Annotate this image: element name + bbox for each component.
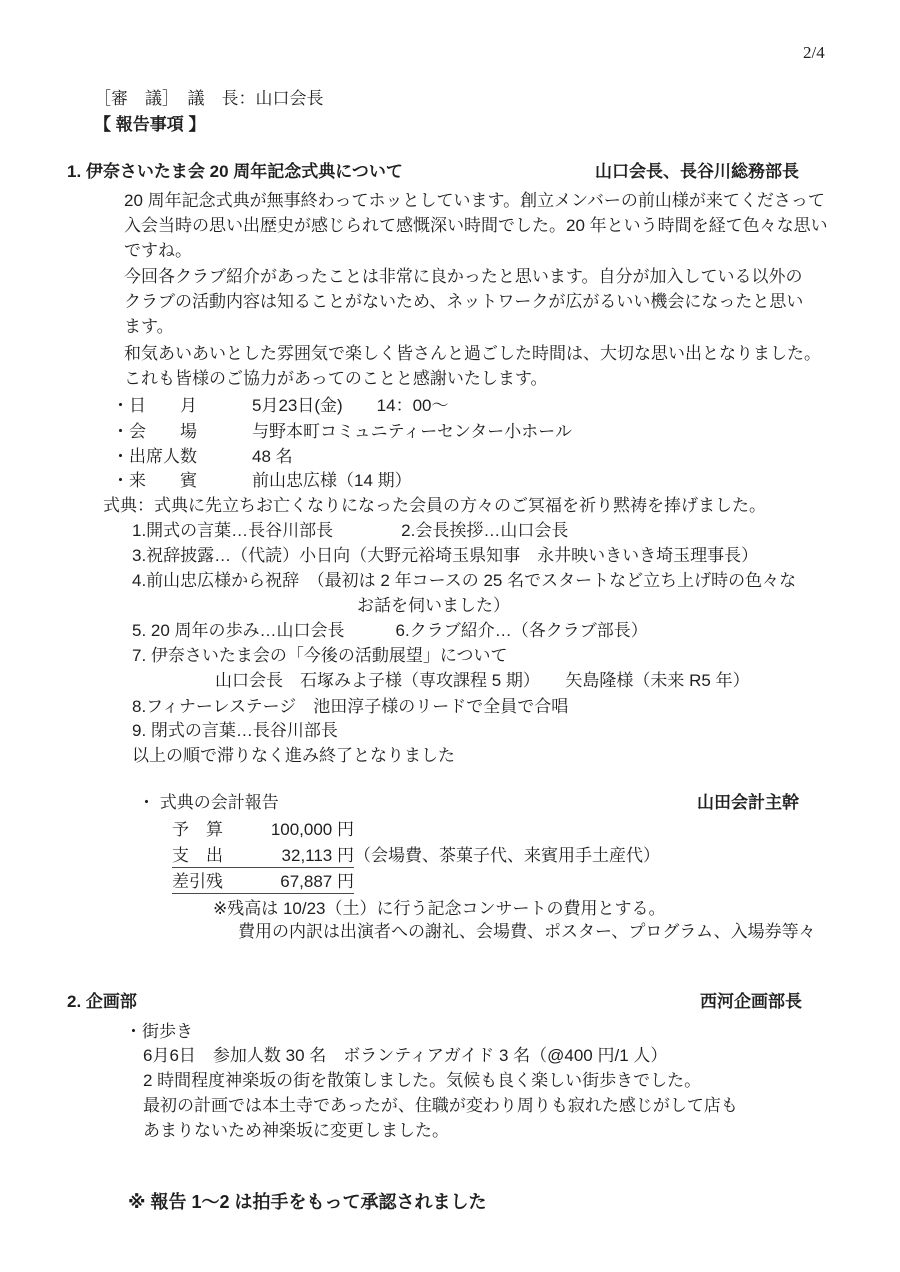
detail-row-date bbox=[112, 395, 449, 416]
section2-line: 2 時間程度神楽坂の街を散策しました。気候も良く楽しい街歩きでした。 bbox=[143, 1071, 702, 1090]
program-line: 1.開式の言葉…長谷川部長 2.会長挨拶…山口会長 bbox=[132, 521, 569, 540]
balance-row bbox=[172, 871, 354, 892]
detail-label: ・来 賓 bbox=[112, 471, 197, 490]
para-line: ます。 bbox=[124, 317, 174, 336]
section2-line: 最初の計画では本土寺であったが、住職が変わり周りも寂れた感じがして店も bbox=[143, 1096, 738, 1115]
expense-amount: 32,113 円 bbox=[281, 846, 354, 865]
balance-label: 差引残 bbox=[172, 872, 223, 891]
program-line: 5. 20 周年の歩み…山口会長 6.クラブ紹介…（各クラブ部長） bbox=[132, 621, 648, 640]
section1-presenters: 山口会長、長谷川総務部長 bbox=[595, 162, 799, 181]
accounting-title: ・ 式典の会計報告 bbox=[138, 793, 279, 812]
program-line: 3.祝辞披露…（代読）小日向（大野元裕埼玉県知事 永井映いきいき埼玉理事長） bbox=[132, 546, 759, 565]
section1-title: 1. 伊奈さいたま会 20 周年記念式典について bbox=[67, 162, 403, 181]
expense-label: 支 出 bbox=[172, 846, 223, 865]
budget-row bbox=[172, 819, 354, 840]
walk-bullet: ・街歩き bbox=[125, 1022, 193, 1041]
report-heading: 【 報告事項 】 bbox=[94, 115, 206, 134]
section2-presenter: 西河企画部長 bbox=[700, 992, 802, 1011]
program-line: 7. 伊奈さいたま会の「今後の活動展望」について bbox=[132, 646, 508, 665]
accounting-presenter: 山田会計主幹 bbox=[697, 793, 799, 812]
detail-value: 与野本町コミュニティーセンター小ホール bbox=[252, 422, 572, 441]
budget-label: 予 算 bbox=[172, 820, 223, 839]
detail-row-attendees bbox=[112, 446, 293, 467]
para-line: ですね。 bbox=[124, 241, 192, 260]
section2-line: 6月6日 参加人数 30 名 ボランティアガイド 3 名（@400 円/1 人） bbox=[143, 1046, 668, 1065]
accounting-note2: 費用の内訳は出演者への謝礼、会場費、ポスター、プログラム、入場券等々 bbox=[238, 922, 816, 941]
detail-value: 5月23日(金) 14：00～ bbox=[252, 396, 449, 415]
para-line: 和気あいあいとした雰囲気で楽しく皆さんと過ごした時間は、大切な思い出となりました。 bbox=[124, 344, 821, 363]
ceremony-intro: 式典：式典に先立ちお亡くなりになった会員の方々のご冥福を祈り黙祷を捧げました。 bbox=[103, 496, 766, 515]
detail-label: ・出席人数 bbox=[112, 447, 197, 466]
program-line-continuation: お話を伺いました） bbox=[357, 596, 510, 615]
para-line: クラブの活動内容は知ることがないため、ネットワークが広がるいい機会になったと思い bbox=[124, 292, 804, 311]
para-line: 今回各クラブ紹介があったことは非常に良かったと思います。自分が加入している以外の bbox=[124, 267, 803, 286]
detail-row-venue bbox=[112, 421, 572, 442]
detail-label: ・会 場 bbox=[112, 422, 197, 441]
section2-line: あまりないため神楽坂に変更しました。 bbox=[143, 1121, 449, 1140]
program-line: 4.前山忠広様から祝辞 （最初は 2 年コースの 25 名でスタートなど立ち上げ時の色々な bbox=[132, 571, 797, 590]
para-line: 入会当時の思い出歴史が感じられて感慨深い時間でした。20 年という時間を経て色々な思い bbox=[124, 216, 828, 235]
section2-title: 2. 企画部 bbox=[67, 992, 137, 1011]
page-number: 2/4 bbox=[803, 43, 825, 62]
para-line: 20 周年記念式典が無事終わってホッとしています。創立メンバーの前山様が来てくださって bbox=[124, 191, 825, 210]
program-line: 9. 閉式の言葉…長谷川部長 bbox=[132, 721, 338, 740]
approval-note: ※ 報告 1～2 は拍手をもって承認されました bbox=[128, 1192, 487, 1212]
expense-note: （会場費、茶菓子代、来賓用手土産代） bbox=[354, 846, 660, 865]
program-line: 8.フィナーレステージ 池田淳子様のリードで全員で合唱 bbox=[132, 697, 569, 716]
detail-value: 前山忠広様（14 期） bbox=[252, 471, 412, 490]
detail-value: 48 名 bbox=[252, 447, 293, 466]
expense-underlined bbox=[172, 846, 354, 868]
detail-row-guest bbox=[112, 470, 412, 491]
program-line-continuation: 山口会長 石塚みよ子様（専攻課程 5 期） 矢島隆様（未来 R5 年） bbox=[215, 671, 750, 690]
balance-amount: 67,887 円 bbox=[280, 872, 354, 891]
council-chair-line: ［審 議］ 議 長：山口会長 bbox=[94, 89, 324, 108]
budget-amount: 100,000 円 bbox=[270, 820, 354, 839]
accounting-note1: ※残高は 10/23（土）に行う記念コンサートの費用とする。 bbox=[213, 899, 666, 918]
para-line: これも皆様のご協力があってのことと感謝いたします。 bbox=[124, 369, 548, 388]
expense-row bbox=[172, 845, 660, 866]
balance-underlined bbox=[172, 872, 354, 894]
program-closing-line: 以上の順で滞りなく進み終了となりました bbox=[132, 746, 455, 765]
detail-label: ・日 月 bbox=[112, 396, 197, 415]
